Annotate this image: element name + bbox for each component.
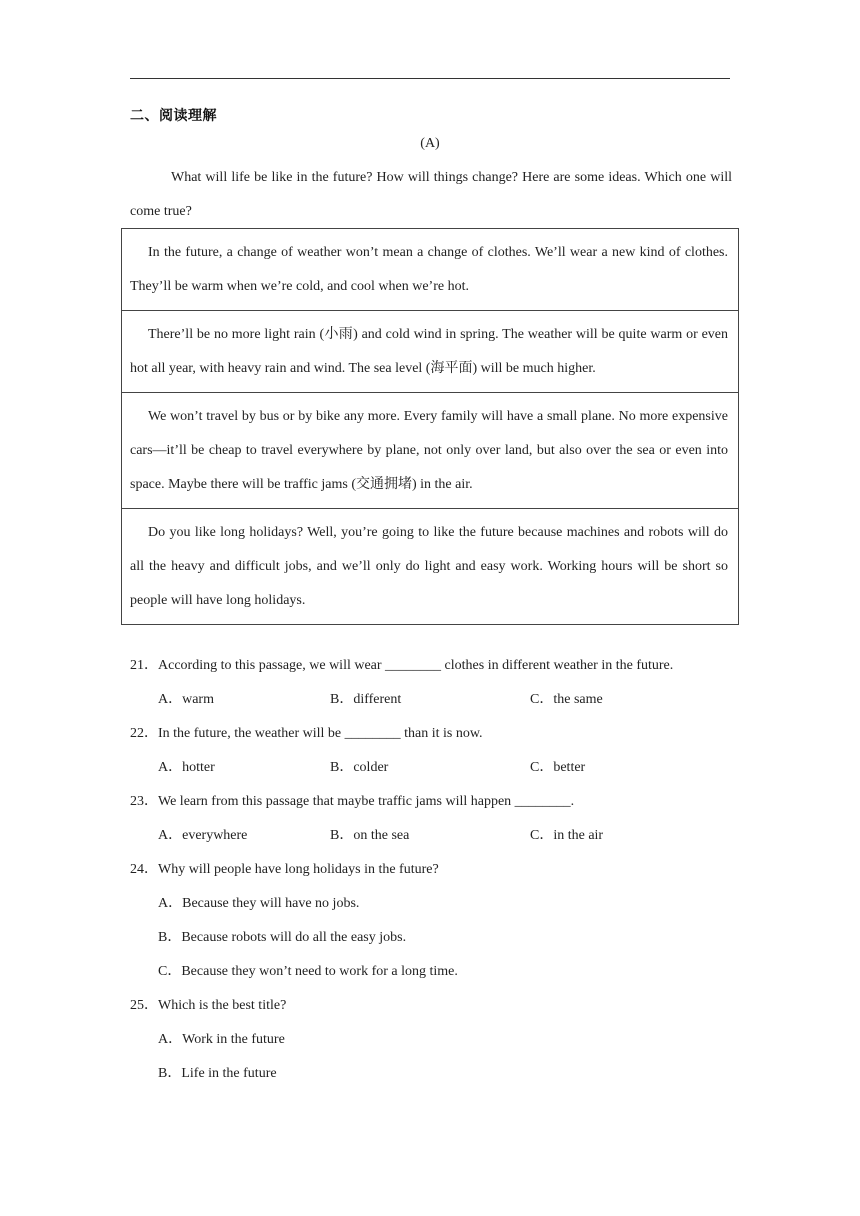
question-22-option-a[interactable]: A．hotter [158, 760, 215, 775]
question-23-option-c[interactable]: C．in the air [530, 828, 604, 843]
header-rule [130, 78, 730, 79]
passage-box-weather: There’ll be no more light rain (小雨) and cold wind in spring. The weather will be quite warm or even hot all year, with heavy rain and wind. The sea level (海平面) will be much higher. [122, 311, 738, 393]
question-25-option-b[interactable]: B．Life in the future [158, 1066, 277, 1081]
question-21-stem: 21．According to this passage, we will wear ________ clothes in different weather in the future. [130, 658, 674, 673]
question-25-stem: 25．Which is the best title? [130, 998, 287, 1013]
passage-intro: What will life be like in the future? How will things change? Here are some ideas. Which one will come true? [130, 170, 732, 219]
question-22-options [130, 751, 750, 785]
question-25-option-a[interactable]: A．Work in the future [158, 1032, 285, 1047]
question-list [130, 649, 750, 1091]
question-23-option-a[interactable]: A．everywhere [158, 828, 248, 843]
question-24-option-a[interactable]: A．Because they will have no jobs. [158, 896, 360, 911]
question-23-option-b[interactable]: B．on the sea [330, 828, 410, 843]
passage-box-table [121, 228, 739, 625]
passage-label: (A) [420, 136, 440, 151]
question-21-options [130, 683, 750, 717]
question-23-options [130, 819, 750, 853]
question-21-option-a[interactable]: A．warm [158, 692, 214, 707]
question-22-option-b[interactable]: B．colder [330, 760, 389, 775]
question-21-option-b[interactable]: B．different [330, 692, 402, 707]
passage-box-holidays: Do you like long holidays? Well, you’re going to like the future because machines and robots will do all the heavy and difficult jobs, and we’ll only do light and easy work. Working hours will be short so people will have long holidays. [130, 525, 728, 608]
question-23-stem: 23．We learn from this passage that maybe traffic jams will happen ________. [130, 794, 575, 809]
question-24-option-b[interactable]: B．Because robots will do all the easy jobs. [158, 930, 407, 945]
passage-box-clothes: In the future, a change of weather won’t mean a change of clothes. We’ll wear a new kind of clothes. They’ll be warm when we’re cold, and cool when we’re hot. [122, 229, 738, 311]
section-heading: 二、阅读理解 [130, 108, 217, 124]
passage-box-travel: We won’t travel by bus or by bike any more. Every family will have a small plane. No more expensive cars—it’ll be cheap to travel everywhere by plane, not only over land, but also over the sea or even into space. Maybe there will be traffic jams (交通拥堵) in the air. [122, 393, 738, 509]
question-22-stem: 22．In the future, the weather will be ________ than it is now. [130, 726, 483, 741]
question-24-stem: 24．Why will people have long holidays in the future? [130, 862, 439, 877]
question-24-option-c[interactable]: C．Because they won’t need to work for a long time. [158, 964, 458, 979]
question-22-option-c[interactable]: C．better [530, 760, 586, 775]
question-21-option-c[interactable]: C．the same [530, 692, 603, 707]
